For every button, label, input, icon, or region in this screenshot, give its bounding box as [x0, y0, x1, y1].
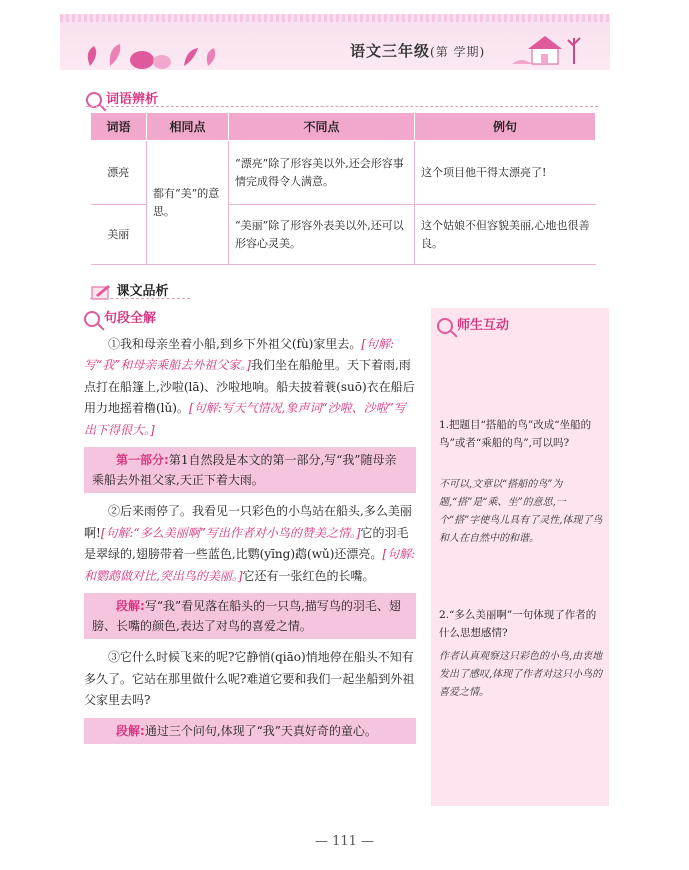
main-column — [84, 308, 416, 752]
example-cell: 这个项目他干得太漂亮了! — [415, 141, 596, 205]
page-header — [60, 14, 610, 70]
column-header: 相同点 — [147, 113, 229, 141]
magnifier-icon — [437, 318, 453, 334]
section-summary: 段解:写“我”看见落在船头的一只鸟,描写鸟的羽毛、翅膀、长嘴的颜色,表达了对鸟的喜爱之情。 — [84, 593, 416, 639]
vocab-section-title: 词语辨析 — [86, 88, 158, 108]
answer-2: 作者认真观察这只彩色的小鸟,由衷地发出了感叹,体现了作者对这只小鸟的喜爱之情。 — [439, 651, 603, 698]
question-2: 2.“多么美丽啊”一句体现了作者的什么思想感情? — [439, 609, 597, 639]
sentence-note: [句解:和鹦鹉做对比,突出鸟的美丽。] — [84, 547, 416, 583]
interaction-panel — [431, 308, 609, 806]
example-cell: 这个姑娘不但容貌美丽,心地也很善良。 — [415, 205, 596, 265]
word-cell: 漂亮 — [91, 141, 147, 205]
diff-cell: “漂亮”除了形容美以外,还会形容事情完成得令人满意。 — [229, 141, 415, 205]
paragraph-section-title: 句段全解 — [84, 308, 416, 330]
sentence-note: [句解:写“我”和母亲乘船去外祖父家。] — [84, 336, 395, 372]
section-summary: 第一部分:第1自然段是本文的第一部分,写“我”随母亲乘船去外祖父家,天正下着大雨。 — [84, 447, 416, 493]
divider — [86, 106, 598, 107]
interaction-title: 师生互动 — [437, 314, 509, 334]
header-dots — [60, 14, 610, 22]
house-deco-icon — [510, 32, 590, 68]
word-cell: 美丽 — [91, 205, 147, 265]
sentence-note: [句解:写天气情况,象声词“沙啦、沙啦”写出下得很大。] — [84, 401, 406, 437]
paragraph-2: ②后来雨停了。我看见一只彩色的小鸟站在船头,多么美丽啊![句解:“多么美丽啊”写出作者对小鸟的赞美之情。]它的羽毛是翠绿的,翅膀带着一些蓝色,比鹦(yīng)鹉(wǔ)还漂亮。[句解:和鹦鹉做对比,突出鸟的美丽。]它还有一张红色的长嘴。 — [84, 504, 416, 583]
common-cell: 都有“美”的意思。 — [147, 141, 229, 265]
table-header-row — [91, 113, 596, 141]
sentence-note: [句解:“多么美丽啊”写出作者对小鸟的赞美之情。] — [100, 525, 361, 540]
divider — [90, 298, 190, 299]
column-header: 例句 — [415, 113, 596, 141]
hearts-deco-icon — [80, 36, 230, 70]
diff-cell: “美丽”除了形容外表美以外,还可以形容心灵美。 — [229, 205, 415, 265]
section-summary: 段解:通过三个问句,体现了“我”天真好奇的童心。 — [84, 718, 416, 744]
book-title: 语文三年级(第 学期) — [350, 42, 486, 60]
table-row — [91, 141, 596, 205]
lesson-section-title: 课文品析 — [90, 280, 169, 301]
paragraph-3: ③它什么时候飞来的呢?它静悄(qiāo)悄地停在船头不知有多久了。它站在那里做什么呢?难道它要和我们一起坐船到外祖父家里去吗? — [84, 650, 415, 707]
question-1: 1.把题目“搭船的鸟”改成“坐船的鸟”或者“乘船的鸟”,可以吗? — [439, 419, 592, 449]
column-header: 词语 — [91, 113, 147, 141]
column-header: 不同点 — [229, 113, 415, 141]
paragraph-1: ①我和母亲坐着小船,到乡下外祖父(fù)家里去。[句解:写“我”和母亲乘船去外祖父家。]我们坐在船舱里。天下着雨,雨点打在船篷上,沙啦(lā)、沙啦地响。船夫披着蓑(suō)衣在船后用力地摇着橹(lǔ)。[句解:写天气情况,象声词“沙啦、沙啦”写出下得很大。] — [84, 336, 415, 437]
magnifier-icon — [84, 311, 100, 327]
answer-1: 不可以,文章以“搭船的鸟”为题,“搭”是“乘、坐”的意思,一个“搭”字使鸟儿具有了灵性,体现了鸟和人在自然中的和谐。 — [439, 479, 603, 544]
vocab-table — [90, 112, 596, 265]
page-number: — 111 — — [314, 834, 375, 849]
